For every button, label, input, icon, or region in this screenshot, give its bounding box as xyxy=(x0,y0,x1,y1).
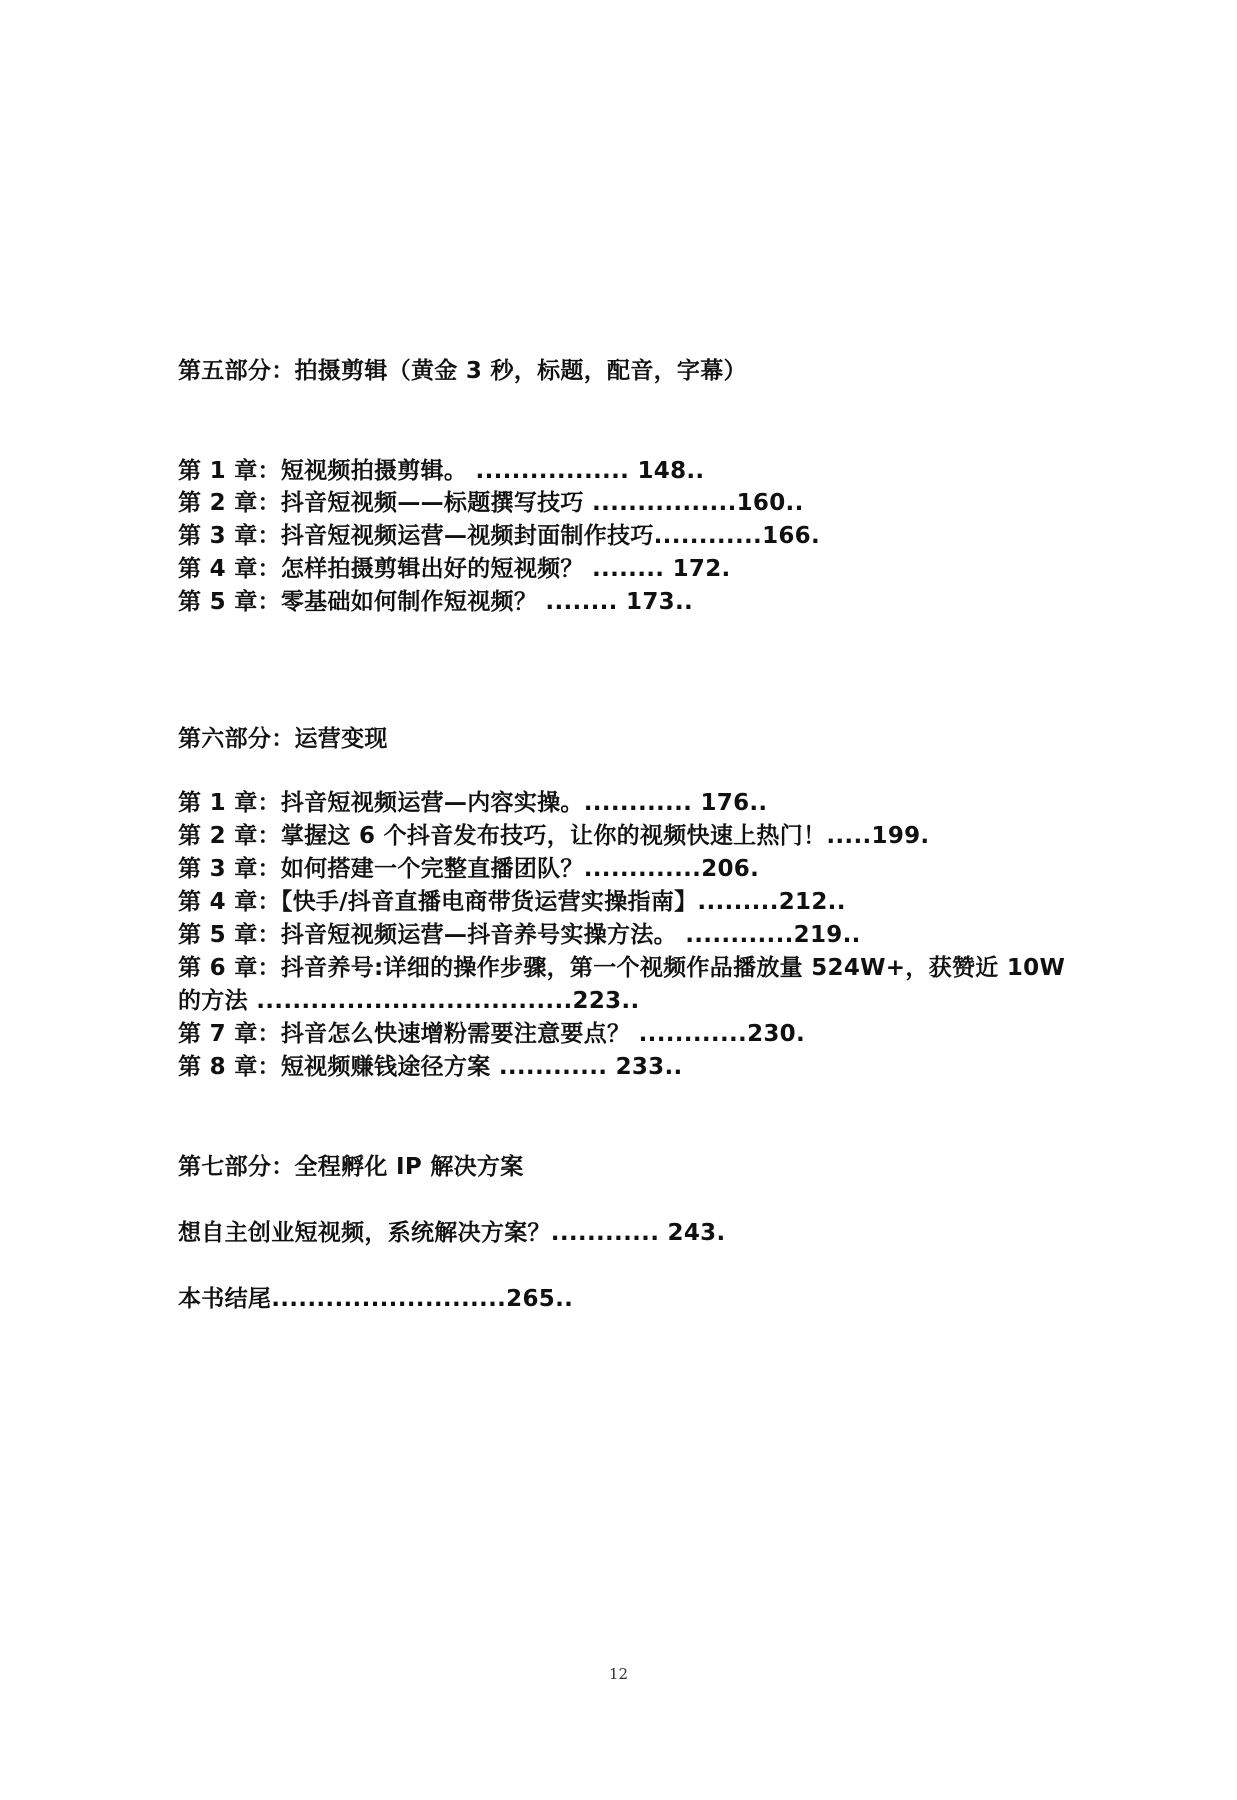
part7-heading: 第七部分：全程孵化 IP 解决方案 xyxy=(178,1154,524,1180)
part6-heading: 第六部分：运营变现 xyxy=(178,726,388,752)
toc-entry: 第 6 章：抖音养号:详细的操作步骤，第一个视频作品播放量 524W+，获赞近 10W xyxy=(178,955,1066,981)
part5-heading: 第五部分：拍摄剪辑（黄金 3 秒，标题，配音，字幕） xyxy=(178,358,747,384)
page-number: 12 xyxy=(608,1665,629,1683)
toc-entry: 第 4 章：【快手/抖音直播电商带货运营实操指南】.........212.. xyxy=(178,889,846,915)
toc-entry: 第 5 章：零基础如何制作短视频？ ........ 173.. xyxy=(178,589,694,615)
toc-entry: 第 3 章：抖音短视频运营—视频封面制作技巧............166. xyxy=(178,523,821,549)
toc-entry: 第 2 章：掌握这 6 个抖音发布技巧，让你的视频快速上热门！.....199. xyxy=(178,823,930,849)
toc-entry: 第 5 章：抖音短视频运营—抖音养号实操方法。 ............219.. xyxy=(178,922,861,948)
toc-entry: 第 3 章：如何搭建一个完整直播团队？.............206. xyxy=(178,856,760,882)
toc-entry: 第 8 章：短视频赚钱途径方案 ............ 233.. xyxy=(178,1054,683,1080)
toc-entry: 想自主创业短视频，系统解决方案？............ 243. xyxy=(178,1220,726,1246)
toc-entry-continuation: 的方法 ...................................223.. xyxy=(178,988,640,1014)
toc-entry: 第 1 章：短视频拍摄剪辑。 ................. 148.. xyxy=(178,458,705,484)
toc-entry: 第 7 章：抖音怎么快速增粉需要注意要点？ ............230. xyxy=(178,1021,806,1047)
toc-entry: 第 1 章：抖音短视频运营—内容实操。............ 176.. xyxy=(178,790,768,816)
toc-entry: 第 4 章：怎样拍摄剪辑出好的短视频？ ........ 172. xyxy=(178,556,731,582)
toc-entry: 本书结尾..........................265.. xyxy=(178,1286,574,1312)
toc-entry: 第 2 章：抖音短视频——标题撰写技巧 ................160.. xyxy=(178,490,804,516)
